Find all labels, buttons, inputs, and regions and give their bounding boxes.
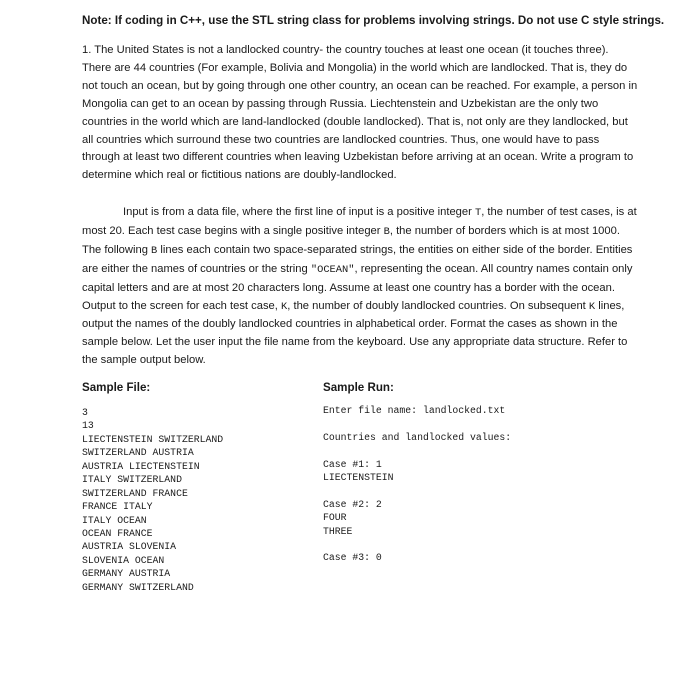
file-name-prompt: Enter file name: landlocked.txt: [323, 405, 506, 416]
var-k-2: K: [588, 300, 596, 313]
case-1-country: LIECTENSTEIN: [323, 471, 394, 483]
sample-file-line: AUSTRIA LIECTENSTEIN: [82, 460, 200, 472]
var-b-2: B: [151, 244, 158, 257]
case-2-country: FOUR: [323, 512, 347, 524]
sample-run-heading: Sample Run:: [323, 381, 394, 394]
p2-text-d: lines each contain two space-separated strings, the entities on either side of the border. Entities are either the names of countries or the string: [82, 243, 633, 275]
case-2-title: Case #2: 2: [323, 498, 382, 510]
sample-file-heading: Sample File:: [82, 381, 151, 394]
problem-paragraph-1: 1. The United States is not a landlocked country- the country touches at least one ocean (it touches three). There are 44 countries (For example, Bolivia and Mongolia) in the world which are landlocked. That is, they do not touch an ocean, but by going through one other country, an ocean can be reached. For example, a person in Mongolia can get to an ocean by passing through Russia. Liechtenstein and Uzbekistan are the only two countries in the world which are land-landlocked (double landlocked). That is, not only are they landlocked, but all countries which surround these two countries are landlocked countries. Thus, one would have to pass through at least two different countries when leaving Uzbekistan before arriving at an ocean. Write a program to determine which real or fictitious nations are doubly-landlocked.: [82, 44, 638, 182]
sample-file-line: GERMANY SWITZERLAND: [82, 581, 194, 593]
output-header: Countries and landlocked values:: [323, 431, 512, 443]
sample-file-line: FRANCE ITALY: [82, 501, 153, 513]
sample-file-line: OCEAN FRANCE: [82, 527, 153, 539]
sample-file-line: ITALY SWITZERLAND: [82, 474, 182, 486]
case-3-title: Case #3: 0: [323, 552, 382, 564]
sample-file-line: 13: [82, 420, 94, 432]
p2-text-a: Input is from a data file, where the first line of input is a positive integer: [123, 206, 475, 218]
sample-file-line: AUSTRIA SLOVENIA: [82, 541, 177, 553]
sample-file-line: SWITZERLAND FRANCE: [82, 487, 188, 499]
sample-file-line: LIECTENSTEIN SWITZERLAND: [82, 433, 224, 445]
sample-file-line: SWITZERLAND AUSTRIA: [82, 447, 194, 459]
problem-paragraph-2: [82, 204, 638, 370]
case-2-country: THREE: [323, 525, 353, 537]
sample-file-line: SLOVENIA OCEAN: [82, 554, 165, 566]
p2-text-g: lines, output the names of the doubly landlocked countries in alphabetical order. Format the cases as shown in the sample below. Let the user input the file name from the keyboard. Use any appropriate data structure. Refer to the sample output below.: [82, 299, 628, 367]
sample-file-line: 3: [82, 407, 88, 418]
p2-text-b: , the number of test cases, is at most 20. Each test case begins with a single positive integer: [82, 206, 637, 237]
var-b: B: [383, 225, 390, 238]
note-heading: Note: If coding in C++, use the STL string class for problems involving strings. Do not use C style strings.: [82, 14, 665, 27]
case-1-title: Case #1: 1: [323, 458, 382, 470]
p2-text-f: , the number of doubly landlocked countries. On subsequent: [287, 299, 589, 312]
sample-file-line: GERMANY AUSTRIA: [82, 568, 171, 580]
var-t: T: [474, 207, 482, 219]
p2-text-e: , representing the ocean. All country names contain only capital letters and are at most 20 characters long. Assume at least one country has a border with the ocean. Output to the screen for each test case,: [82, 262, 633, 312]
sample-run-output: [323, 404, 511, 565]
ocean-string: "OCEAN": [310, 263, 355, 276]
p2-text-c: , the number of borders which is at most 1000. The following: [82, 224, 620, 256]
sample-file-line: ITALY OCEAN: [82, 514, 147, 526]
sample-file-listing: [82, 406, 223, 594]
var-k: K: [281, 300, 288, 313]
